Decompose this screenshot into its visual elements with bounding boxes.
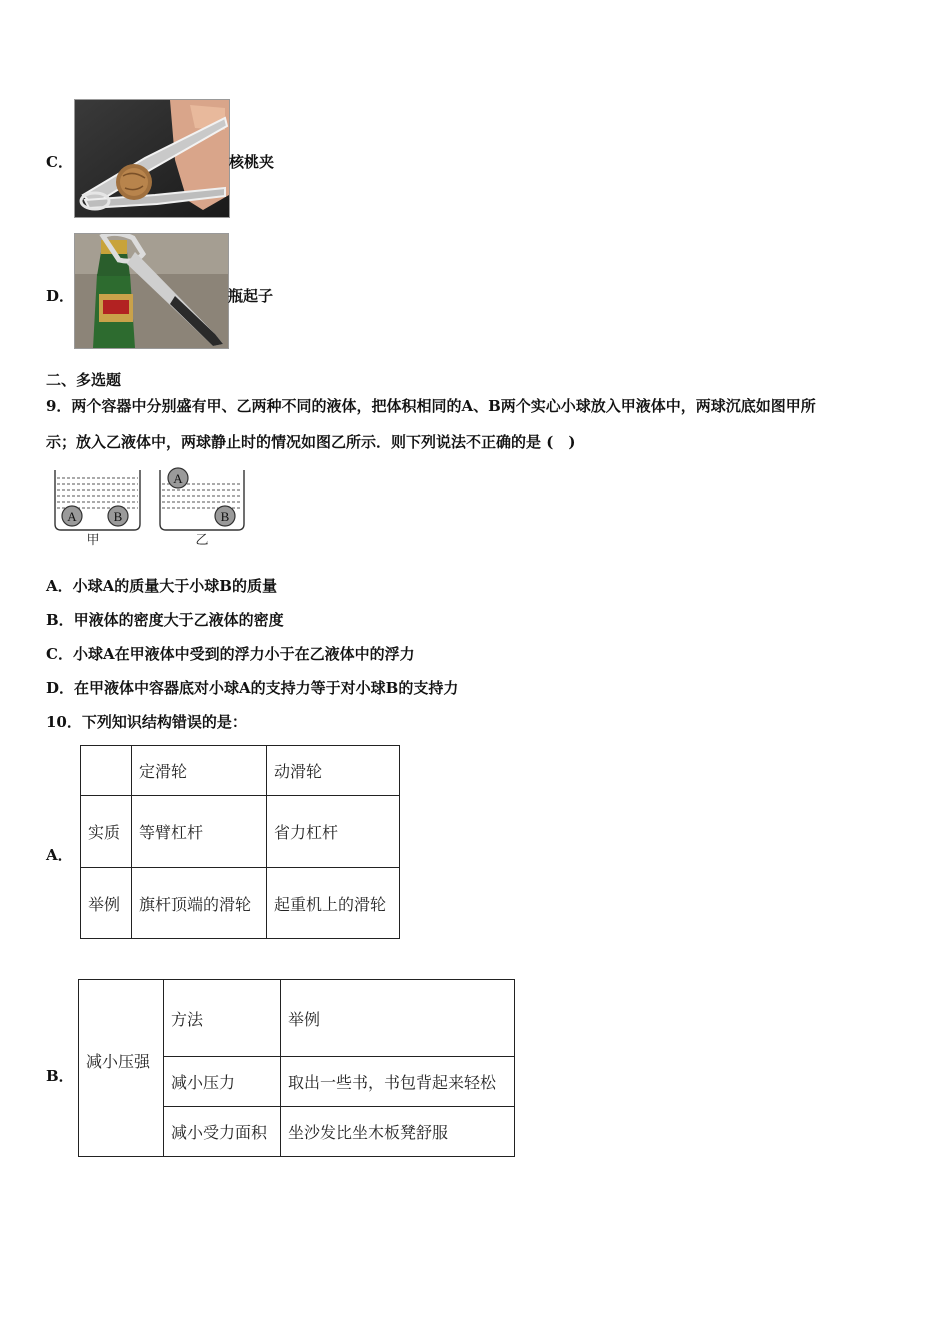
pressure-header-method: 方法	[164, 980, 281, 1057]
pulley-header-movable: 动滑轮	[267, 746, 400, 796]
q9-option-b: B．甲液体的密度大于乙液体的密度	[46, 611, 284, 629]
pressure-table	[78, 979, 515, 1157]
q10-stem: 10．下列知识结构错误的是：	[46, 713, 247, 731]
nutcracker-image	[74, 99, 230, 218]
option-d-caption: 瓶起子	[228, 287, 274, 305]
pulley-header-blank	[81, 746, 132, 796]
q9-option-d: D．在甲液体中容器底对小球A的支持力等于对小球B的支持力	[46, 679, 459, 697]
label-jia: 甲	[86, 532, 100, 547]
pulley-cell: 等臂杠杆	[132, 796, 267, 868]
ball-a-jia: A	[67, 509, 77, 524]
option-c-letter: C．	[46, 153, 73, 171]
pressure-cell: 取出一些书，书包背起来轻松	[281, 1057, 515, 1107]
pulley-cell: 省力杠杆	[267, 796, 400, 868]
ball-b-jia: B	[113, 509, 123, 524]
pulley-table	[80, 745, 400, 939]
q9-stem-line1: 9．两个容器中分别盛有甲、乙两种不同的液体，把体积相同的A、B两个实心小球放入甲液体中，两球沉底如图甲所	[46, 397, 816, 415]
pulley-row-label: 实质	[81, 796, 132, 868]
q10-option-a-letter: A．	[46, 846, 73, 864]
pressure-cell: 坐沙发比坐木板凳舒服	[281, 1107, 515, 1157]
pulley-header-fixed: 定滑轮	[132, 746, 267, 796]
q10-option-b-letter: B．	[46, 1067, 74, 1085]
bottle-opener-image	[74, 233, 229, 349]
q9-figure	[52, 462, 248, 548]
pressure-cell: 减小受力面积	[164, 1107, 281, 1157]
q9-stem-line2: 示；放入乙液体中，两球静止时的情况如图乙所示．则下列说法不正确的是 ( )	[46, 433, 576, 451]
option-c-caption: 核桃夹	[229, 153, 275, 171]
section-title: 二、多选题	[46, 371, 122, 389]
q9-option-c: C．小球A在甲液体中受到的浮力小于在乙液体中的浮力	[46, 645, 415, 663]
pulley-row-label: 举例	[81, 868, 132, 939]
pressure-header-example: 举例	[281, 980, 515, 1057]
pressure-topic: 减小压强	[79, 980, 164, 1157]
label-yi: 乙	[195, 532, 209, 547]
q9-option-a: A．小球A的质量大于小球B的质量	[46, 577, 277, 595]
ball-a-yi: A	[173, 471, 183, 486]
option-d-letter: D．	[46, 287, 75, 305]
ball-b-yi: B	[220, 509, 230, 524]
pressure-cell: 减小压力	[164, 1057, 281, 1107]
pulley-cell: 起重机上的滑轮	[267, 868, 400, 939]
pulley-cell: 旗杆顶端的滑轮	[132, 868, 267, 939]
